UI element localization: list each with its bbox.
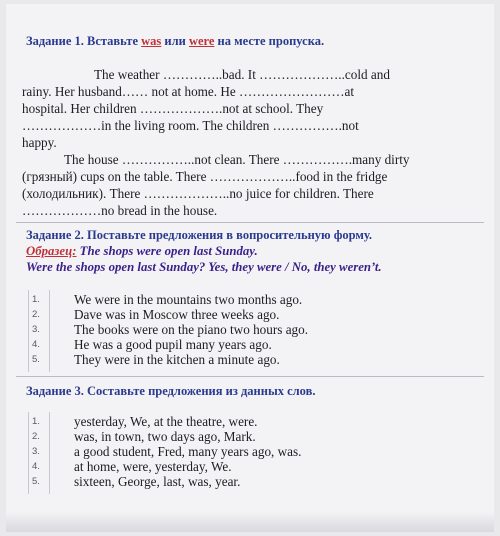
task1-line: hospital. Her children ……………….not at school. They [22,101,324,116]
task1-title-suffix: на месте пропуска. [214,34,325,48]
task1-line: ………………in the living room. The children …………….not [22,118,359,133]
task2-sample-answer: Were the shops open last Sunday? Yes, they were / No, they weren’t. [26,260,382,274]
task1-line: (холодильник). There ………………..no juice for children. There [22,186,374,201]
task2-item: He was a good pupil many years ago. [74,337,272,352]
task2-number: 3. [32,324,40,335]
task3-item: sixteen, George, last, was, year. [74,474,241,489]
task3-number: 4. [32,461,40,472]
task3-item: was, in town, two days ago, Mark. [74,429,256,444]
task1-word-was: was [141,34,162,48]
task1-line: happy. [22,135,57,150]
task2-sample [26,244,258,259]
task3-item: a good student, Fred, many years ago, was. [74,444,302,459]
task1-line: The weather …………..bad. It ………………..cold and [94,67,390,82]
task1-title-prefix: Задание 1. Вставьте [26,34,142,48]
task1-title [26,34,324,49]
task2-number: 1. [32,294,40,305]
task2-number: 2. [32,309,40,320]
task2-item: They were in the kitchen a minute ago. [74,352,280,367]
task2-item: Dave was in Moscow three weeks ago. [74,307,280,322]
task3-title: Задание 3. Составьте предложения из данных слов. [26,384,316,398]
task1-word-or: или [161,34,189,48]
task1-word-were: were [188,34,215,48]
section-divider [16,376,484,377]
task2-item: We were in the mountains two months ago. [74,292,303,307]
task3-number: 2. [32,431,40,442]
task3-number: 1. [32,416,40,427]
task2-item: The books were on the piano two hours ago. [74,322,309,337]
task1-line: ………………no bread in the house. [22,203,218,218]
section-divider [16,222,484,223]
task1-line: The house ……………..not clean. There …………….many dirty [64,152,410,167]
page-bottom-shade [6,512,494,532]
task2-number: 4. [32,339,40,350]
task2-sample-label: Образец: [26,244,77,258]
task2-number: 5. [32,354,40,365]
task2-sample-text: The shops were open last Sunday. [76,244,258,258]
task1-line: (грязный) cups on the table. There ………………..food in the fridge [22,169,388,184]
task3-number: 5. [32,476,40,487]
task1-line: rainy. Her husband…… not at home. He ……………………at [22,84,355,99]
task3-item: at home, were, yesterday, We. [74,459,232,474]
task2-title: Задание 2. Поставьте предложения в вопросительную форму. [26,228,372,242]
task3-number: 3. [32,446,40,457]
worksheet-page [6,4,494,532]
task3-item: yesterday, We, at the theatre, were. [74,414,258,429]
